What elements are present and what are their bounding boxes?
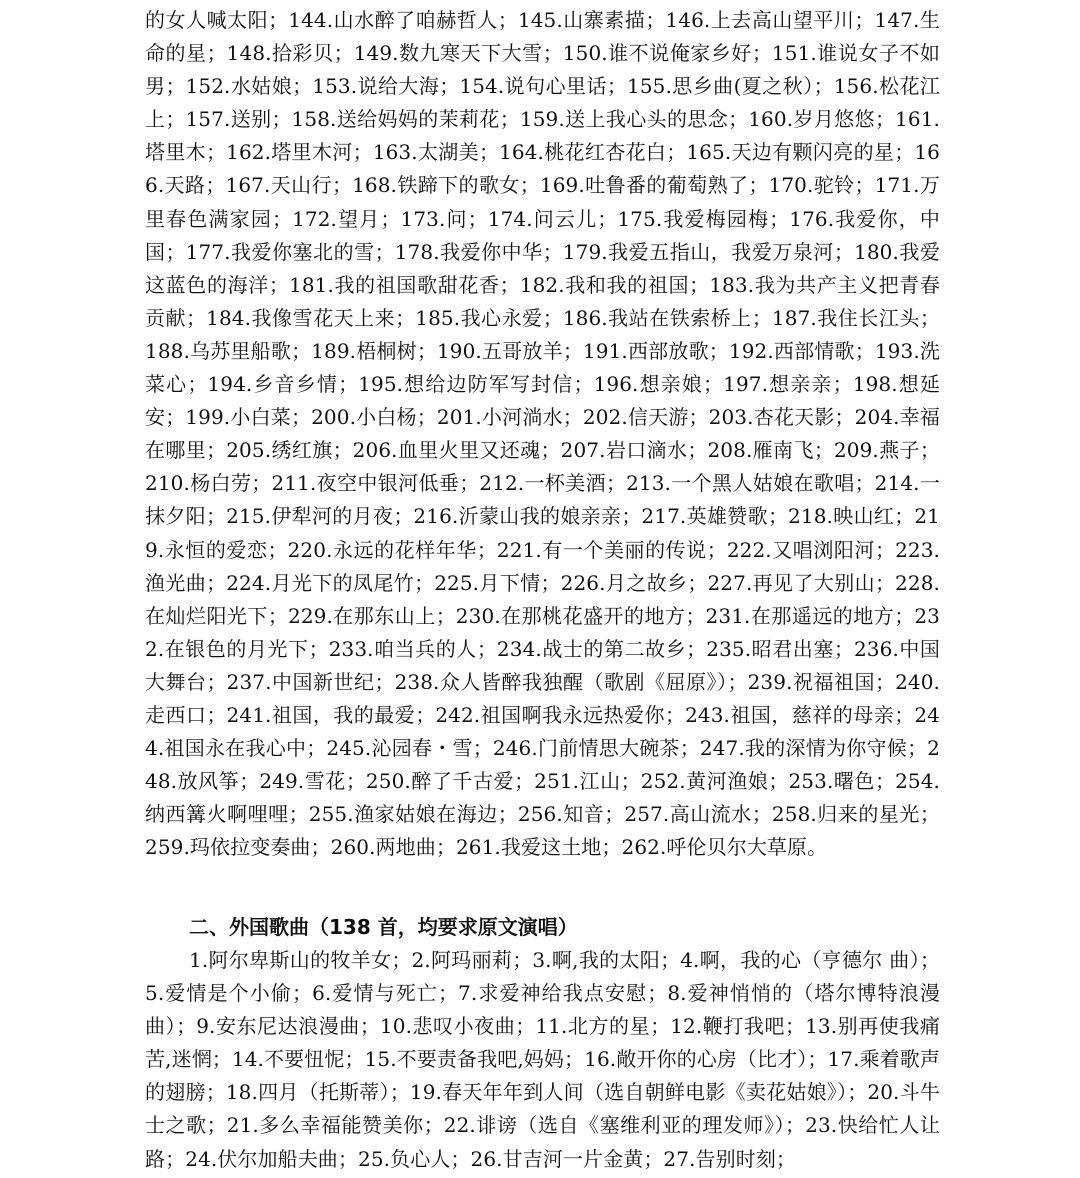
section-heading-foreign-songs: 二、外国歌曲（138 首，均要求原文演唱）	[189, 915, 578, 939]
song-list-chinese-continuation: 的女人喊太阳；144.山水醉了咱赫哲人；145.山寨素描；146.上去高山望平川；147.生命的星；148.拾彩贝；149.数九寒天下大雪；150.谁不说俺家乡好；151.谁说女子不如男；152.水姑娘；153.说给大海；154.说句心里话；155.思乡曲(夏之秋）；156.松花江上；157.送别；158.送给妈妈的茉莉花；159.送上我心头的思念；160.岁月悠悠；161.塔里木；162.塔里木河；163.太湖美；164.桃花红杏花白；165.天边有颗闪亮的星；166.天路；167.天山行；168.铁蹄下的歌女；169.吐鲁番的葡萄熟了；170.驼铃；171.万里春色满家园；172.望月；173.问；174.问云儿；175.我爱梅园梅；176.我爱你，中国；177.我爱你塞北的雪；178.我爱你中华；179.我爱五指山，我爱万泉河；180.我爱这蓝色的海洋；181.我的祖国歌甜花香；182.我和我的祖国；183.我为共产主义把青春贡献；184.我像雪花天上来；185.我心永爱；186.我站在铁索桥上；187.我住长江头；188.乌苏里船歌；189.梧桐树；190.五哥放羊；191.西部放歌；192.西部情歌；193.洗菜心；194.乡音乡情；195.想给边防军写封信；196.想亲娘；197.想亲亲；198.想延安；199.小白菜；200.小白杨；201.小河淌水；202.信天游；203.杏花天影；204.幸福在哪里；205.绣红旗；206.血里火里又还魂；207.岩口滴水；208.雁南飞；209.燕子；210.杨白劳；211.夜空中银河低垂；212.一杯美酒；213.一个黑人姑娘在歌唱；214.一抹夕阳；215.伊犁河的月夜；216.沂蒙山我的娘亲亲；217.英雄赞歌；218.映山红；219.永恒的爱恋；220.永远的花样年华；221.有一个美丽的传说；222.又唱浏阳河；223.渔光曲；224.月光下的凤尾竹；225.月下情；226.月之故乡；227.再见了大别山；228.在灿烂阳光下；229.在那东山上；230.在那桃花盛开的地方；231.在那遥远的地方；232.在银色的月光下；233.咱当兵的人；234.战士的第二故乡；235.昭君出塞；236.中国大舞台；237.中国新世纪；238.众人皆醉我独醒（歌剧《屈原》）；239.祝福祖国；240.走西口；241.祖国，我的最爱；242.祖国啊我永远热爱你；243.祖国，慈祥的母亲；244.祖国永在我心中；245.沁园春・雪；246.门前情思大碗茶；247.我的深情为你守候；248.放风筝；249.雪花；250.醉了千古爱；251.江山；252.黄河渔娘；253.曙色；254.纳西篝火啊哩哩；255.渔家姑娘在海边；256.知音；257.高山流水；258.归来的星光；259.玛依拉变奏曲；260.两地曲；261.我爱这土地；262.呼伦贝尔大草原。	[145, 8, 940, 860]
song-list-foreign: 1.阿尔卑斯山的牧羊女；2.阿玛丽莉；3.啊,我的太阳；4.啊，我的心（亨德尔 曲）；5.爱情是个小偷；6.爱情与死亡；7.求爱神给我点安慰；8.爱神悄悄的（塔尔博特浪漫曲）；9.安东尼达浪漫曲；10.悲叹小夜曲；11.北方的星；12.鞭打我吧；13.别再使我痛苦,迷惘；14.不要忸怩；15.不要责备我吧,妈妈；16.敞开你的心房（比才）；17.乘着歌声的翅膀；18.四月（托斯蒂）；19.春天年年到人间（选自朝鲜电影《卖花姑娘》）；20.斗牛士之歌；21.多么幸福能赞美你；22.诽谤（选自《塞维利亚的理发师》）；23.快给忙人让路；24.伏尔加船夫曲；25.负心人；26.甘吉河一片金黄；27.告别时刻；	[145, 948, 940, 1171]
